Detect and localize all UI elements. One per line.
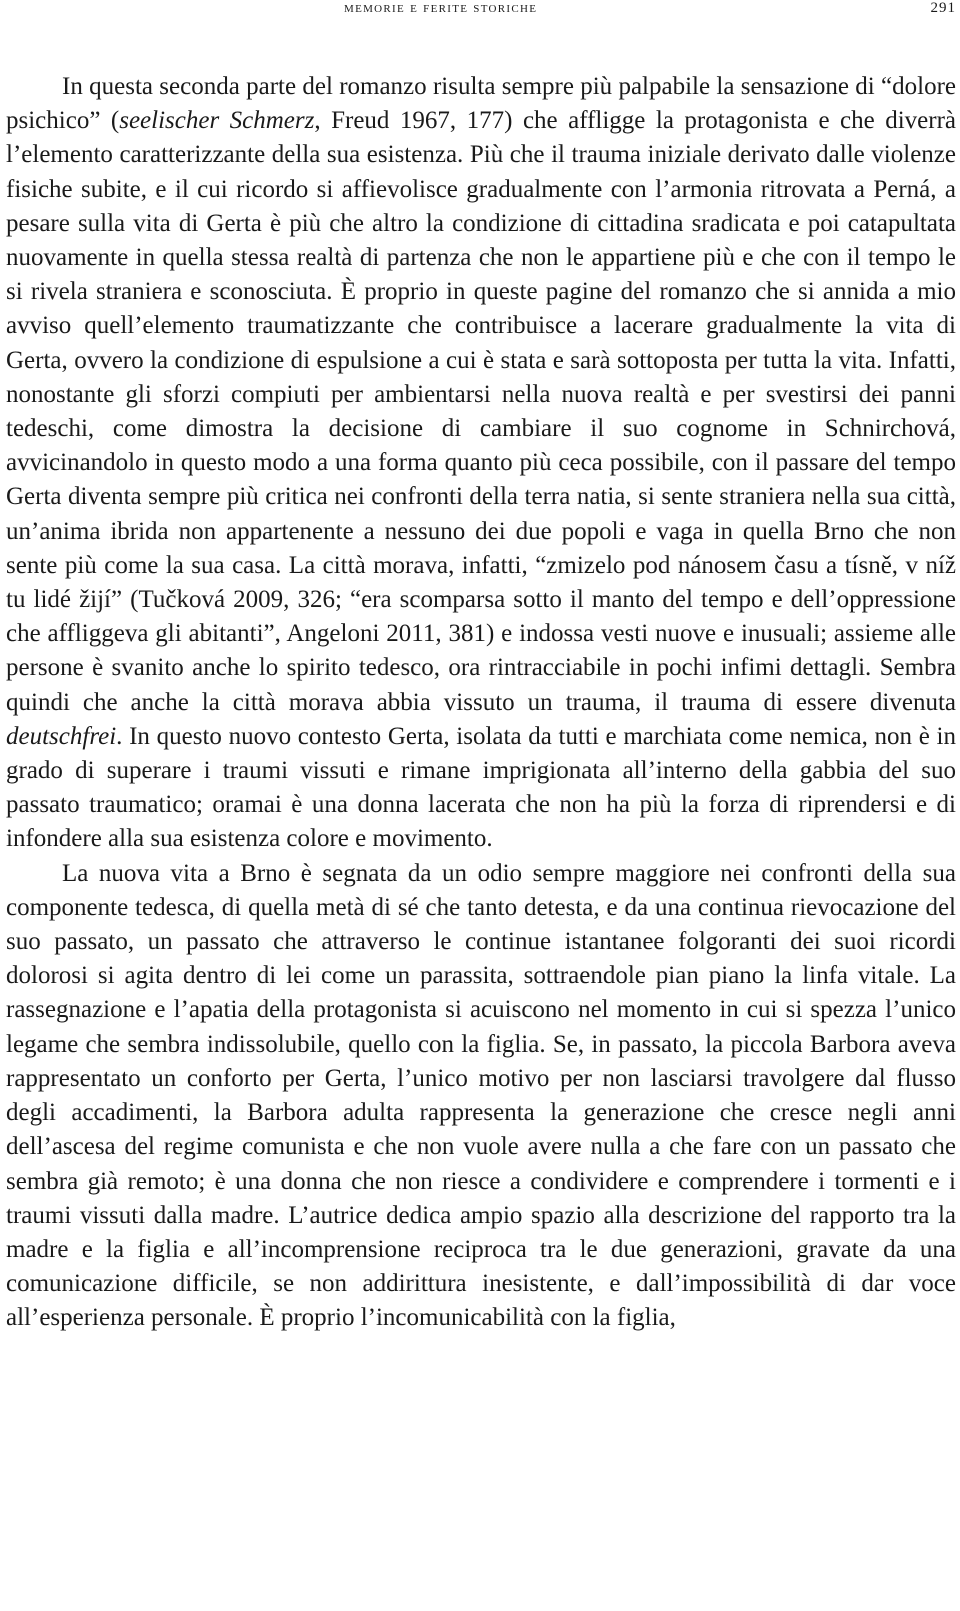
running-head [6, 0, 956, 30]
book-page [6, 0, 956, 1611]
body-text [6, 70, 956, 1336]
page-number: 291 [930, 0, 956, 16]
running-title: memorie e ferite storiche [344, 0, 538, 16]
italic-term: seelischer Schmerz [119, 107, 315, 135]
text-run: In questa seconda parte del romanzo risulta sempre più palpabile la sensazione di “dolore psichico” ( [6, 73, 956, 135]
text-run: La nuova vita a Brno è segnata da un odio sempre maggiore nei confronti della sua componente tedesca, di quella metà di sé che tanto detesta, e da una continua rievocazione del suo passato, un passato che attraverso le continue istantanee folgoranti dei suoi ricordi dolorosi si agita dentro di lei come un parassita, sottraendole pian piano la linfa vitale. La rassegnazione e l’apatia della protagonista si acuiscono nel momento in cui si spezza l’unico legame che sembra indissolubile, quello con la figlia. Se, in passato, la piccola Barbora aveva rappresentato un conforto per Gerta, l’unico motivo per non lasciarsi travolgere dal flusso degli accadimenti, la Barbora adulta rappresenta la generazione che cresce negli anni dell’ascesa del regime comunista e che non vuole avere nulla a che fare con un passato che sembra già remoto; è una donna che non riesce a condividere e comprendere i tormenti e i traumi vissuti dalla madre. L’autrice dedica ampio spazio alla descrizione del rapporto tra la madre e la figlia e all’incomprensione reciproca tra le due generazioni, gravate da una comunicazione difficile, se non addirittura inesistente, e dall’impossibilità di dar voce all’esperienza personale. È proprio l’incomunicabilità con la figlia, [6, 859, 956, 1332]
italic-term: deutschfrei [6, 722, 117, 750]
paragraph [6, 70, 956, 857]
text-run: . In questo nuovo contesto Gerta, isolata da tutti e marchiata come nemica, non è in grado di superare i traumi vissuti e rimane imprigionata all’interno della gabbia del suo passato traumatico; oramai è una donna lacerata che non ha più la forza di riprendersi e di infondere alla sua esistenza colore e movimento. [6, 722, 956, 853]
paragraph [6, 857, 956, 1336]
text-run: , Freud 1967, 177) che affligge la protagonista e che diverrà l’elemento caratterizzante della sua esistenza. Più che il trauma iniziale derivato dalle violenze fisiche subite, e il cui ricordo si affievolisce gradualmente con l’armonia ritrovata a Perná, a pesare sulla vita di Gerta è più che altro la condizione di cittadina sradicata e poi catapultata nuovamente in quella stessa realtà di partenza che non le appartiene più e che con il tempo le si rivela straniera e sconosciuta. È proprio in queste pagine del romanzo che si annida a mio avviso quell’elemento traumatizzante che contribuisce a lacerare gradualmente la vita di Gerta, ovvero la condizione di espulsione a cui è stata e sarà sottoposta per tutta la vita. Infatti, nonostante gli sforzi compiuti per ambientarsi nella nuova realtà e per svestirsi dei panni tedeschi, come dimostra la decisione di cambiare il suo cognome in Schnirchová, avvicinandolo in questo modo a una forma quanto più ceca possibile, con il passare del tempo Gerta diventa sempre più critica nei confronti della terra natia, si sente straniera nella sua città, un’anima ibrida non appartenente a nessuno dei due popoli e vaga in quella Brno che non sente più come la sua casa. La città morava, infatti, “zmizelo pod nánosem času a tísně, v níž tu lidé žijí” (Tučková 2009, 326; “era scomparsa sotto il manto del tempo e dell’oppressione che affliggeva gli abitanti”, Angeloni 2011, 381) e indossa vesti nuove e inusuali; assieme alle persone è svanito anche lo spirito tedesco, ora rintracciabile in pochi infimi dettagli. Sembra quindi che anche la città morava abbia vissuto un trauma, il trauma di essere divenuta [6, 107, 956, 716]
